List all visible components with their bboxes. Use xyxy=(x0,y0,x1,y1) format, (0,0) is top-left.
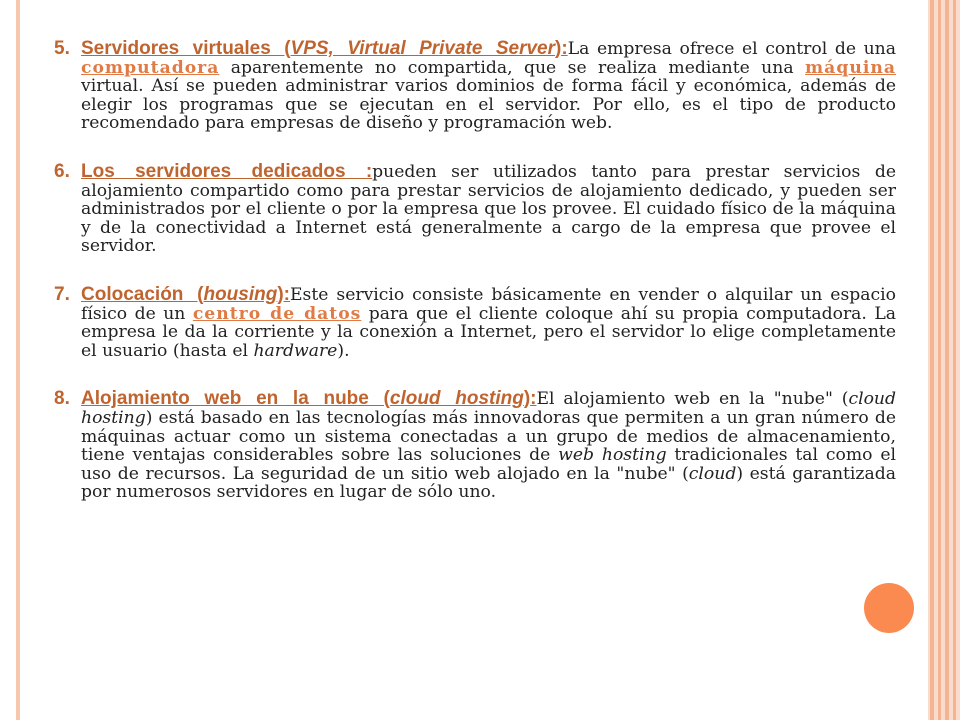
item-7 xyxy=(54,283,896,361)
decorative-stripes xyxy=(928,0,960,720)
decorative-circle xyxy=(864,583,914,633)
left-border-line xyxy=(16,0,20,720)
item-heading: Colocación (housing): xyxy=(81,283,291,305)
item-text: El alojamiento web en la "nube" ( xyxy=(536,389,849,410)
item-text-italic: cloud xyxy=(688,463,737,484)
item-number: 5. xyxy=(54,38,70,59)
item-text-italic: web hosting xyxy=(558,445,667,466)
link-maquina[interactable]: máquina xyxy=(805,57,896,78)
item-text: ) está garantizada por numerosos servidores en lugar de sólo uno. xyxy=(81,463,896,503)
item-text-italic: hardware xyxy=(253,340,338,361)
item-text: tradicionales tal como el uso de recursos. La seguridad de un sitio web alojado en la "nube" ( xyxy=(81,445,896,484)
item-text: Este servicio consiste básicamente en vender o alquilar un espacio físico de un xyxy=(81,284,896,324)
item-text-italic: cloud hosting xyxy=(81,389,896,428)
item-text: virtual. Así se pueden administrar varios dominios de forma fácil y económica, además de elegir los programas que se ejecutan en el servidor. Por ello, es el tipo de producto recomendado para empresas de diseño y programación web. xyxy=(81,76,896,134)
slide-content xyxy=(54,40,896,532)
item-heading: Servidores virtuales (VPS, Virtual Private Server): xyxy=(81,38,568,59)
item-text: pueden ser utilizados tanto para prestar servicios de alojamiento compartido como para prestar servicios de alojamiento dedicado, y pueden ser administrados por el cliente o por la empresa que los provee. El cuidado físico de la máquina y de la conectividad a Internet está generalmente a cargo de la empresa que provee el servidor. xyxy=(81,161,897,257)
link-computadora[interactable]: computadora xyxy=(81,57,220,78)
item-heading: Alojamiento web en la nube (cloud hosting): xyxy=(81,388,537,410)
link-centro-de-datos[interactable]: centro de datos xyxy=(192,303,362,324)
item-8 xyxy=(54,390,896,502)
item-number: 6. xyxy=(54,160,70,182)
item-6 xyxy=(54,160,897,257)
item-number: 8. xyxy=(54,388,70,410)
item-heading: Los servidores dedicados : xyxy=(81,160,373,182)
item-text: ) está basado en las tecnologías más innovadoras que permiten a un gran número de máquinas actuar como un sistema conectadas a un grupo de medios de almacenamiento, tiene ventajas considerables sobre las soluciones de xyxy=(81,407,896,466)
item-number: 7. xyxy=(54,283,70,305)
item-text: ). xyxy=(337,340,350,361)
item-text: aparentemente no compartida, que se realiza mediante una xyxy=(219,57,805,78)
item-5 xyxy=(54,40,896,133)
item-text: La empresa ofrece el control de una xyxy=(567,39,896,59)
item-text: para que el cliente coloque ahí su propia computadora. La empresa le da la corriente y la conexión a Internet, pero el servidor lo elige completamente el usuario (hasta el xyxy=(81,303,896,361)
